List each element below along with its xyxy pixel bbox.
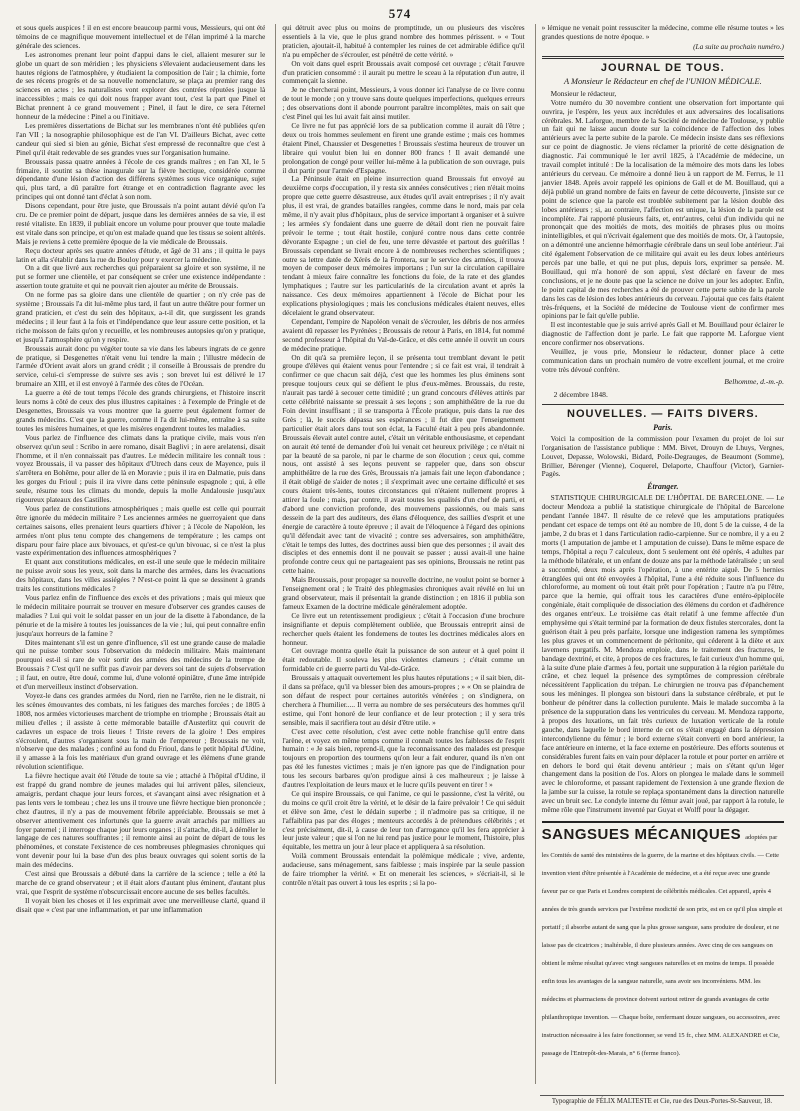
paragraph: qui détruit avec plus ou moins de promptitude, un ou plusieurs des viscères essentiels à la vie, que le plus grand nombre des hommes périssent. » « Tout praticien, ajoutait-il, habitué à contempler les ruines de cet admirable édifice qu'il n'a pu empêcher de s'écrouler, est pénétré de cette vérité. » [282, 24, 525, 59]
signature: Belhomme, d.-m.-p. [724, 376, 784, 386]
page-number: 574 [388, 6, 412, 21]
paragraph: Ce livre eut un retentissement prodigieux ; c'était à l'occasion d'une brochure insignifiante et depuis complètement oubliée, que Broussais entreprit ainsi de rechercher quels étaient les fondemens de toutes les doctrines médicales alors en honneur. [282, 610, 525, 647]
paragraph: Disons cependant, pour être juste, que Broussais n'a point autant dévié qu'on l'a cru. De ce premier point de départ, jusque dans les dernières années de sa vie, il est resté vitaliste. En 1839, il publiait encore un volume pour prouver que toute maladie est vitale dans son principe, et qu'on est malade quand que les tissus se soient altérés. Mais je reviens à cette première époque de la vie médicale de Broussais. [16, 201, 266, 246]
paragraph: Il est incontestable que je suis arrivé après Gall et M. Bouillaud pour éclairer le diagnostic de l'affection dont je parle. Le fait que rapporte M. Laforgue vient encore confirmer nos observations. [541, 320, 784, 348]
paragraph: Dites maintenant s'il est un genre d'influence, s'il est une grande cause de maladie qui ne puisse tomber sous l'observation du médecin militaire. Mais maintenant pourquoi est-il si rare de voir sortir des armées des médecins de la trempe de Broussais ? C'est qu'il ne suffit pas d'avoir par devers soi tant de sujets d'observation ; il faut, en outre, être doué, comme lui, d'une volonté opiniâtre, d'une âme intrépide et d'un merveilleux instinct d'observation. [16, 637, 266, 692]
paragraph: Cet ouvrage montra quelle était la puissance de son auteur et à quel point il était redoutable. Il souleva les plus violentes clameurs ; c'était comme un formidable cri de guerre parti du Val-de-Grâce. [282, 646, 525, 674]
paragraph: Broussais aurait donc pu végéter toute sa vie dans les labeurs ingrats de ce genre de pratique, si Desgenettes n'était venu lui tendre la main ; l'illustre médecin de l'armée d'Orient avait alors un grand crédit ; il conseille à Broussais de prendre du service, celui-ci s'empresse de suivre ses avis ; son brevet lui est délivré le 17 brumaire an XIII, et il est envoyé à l'armée des côtes de l'Océan. [16, 343, 266, 389]
paragraph: La guerre a été de tout temps l'école des grands chirurgiens, et l'histoire inscrit leurs noms à côté de ceux des plus illustres capitaines : à l'exemple de Pringle et de Desgenettes, Broussais va vous montrer que la guerre peut également former de grands médecins. C'est que la guerre, comme il l'a dit lui-même, entraîne à sa suite toutes les misères humaines, et que les misères engendrent toutes les maladies. [16, 388, 266, 433]
paragraph: Ce livre ne fut pas apprécié lors de sa publication comme il aurait dû l'être ; deux ou trois hommes seulement en firent une grande estime ; mais ces hommes étaient Pinel, Chaussier et Desgenettes ! Broussais s'estima heureux de trouver un libraire qui voulut bien lui en donner 800 francs ! Il avait demandé une prolongation de congé pour veiller lui-même à la publication de son ouvrage, puis il dut partir pour l'armée d'Espagne. [282, 120, 525, 175]
continuation-note: (La suite au prochain numéro.) [693, 41, 784, 51]
paragraph: On ne forme pas sa gloire dans une clientèle de quartier ; on n'y crée pas de système ; Broussais l'a dit lui-même plus tard, il faut un autre théâtre pour former un grand praticien, et c'est du sein des hôpitaux, a-t-il dit, que surgissent les grands médecins ; il leur faut à la fois et l'indépendance que leur assure cette position, et la riche moisson de faits qu'on y recueille, et les nombreuses autopsies qu'on y pratique, et jusqu'à l'atmosphère qu'on y respire. [16, 290, 266, 344]
paragraph: Vous parlez enfin de l'influence des excès et des privations ; mais qui mieux que le médecin militaire pourrait se trouver en mesure d'observer ces grandes causes de maladies ? Lui qui voit le soldat passer en un jour de la disette à l'abondance, de la pénurie et de la misère à toutes les jouissances de la vie ; lui, qui peut connaître enfin jusqu'aux horreurs de la famine ? [16, 593, 266, 638]
section-divider [542, 56, 784, 59]
ad-text: adoptées par les Comités de santé des ministères de la guerre, de la marine et des hôpitaux civils. — Cette invention vient d'être présentée à l'Académie de médecine, et a été reçue avec une grande faveur par ce que Paris et Londres comptent de célébrités médicales. Cet appareil, après 4 années de très grands services par l'extrême modicité de son prix, est en ce qu'il plus simple et portatif ; il absorbe autant de sang que la plus grosse sangsue, sans produire de douleur, et ne laisse pas de cicatrices ; inaltérable, il dure plusieurs années. Avec cinq de ces sangsues on obtient le même résultat qu'avec vingt sangsues naturelles et en moins de temps. Il possède enfin tous les avantages de la sangsue naturelle, sans avoir ses inconvéniens. MM. les médecins et pharmaciens de province doivent surtout retirer de grands avantages de cette philanthropique invention. — Chaque boîte, renfermant douze sangsues, ou accessoires, avec instruction nécessaire à les faire fonctionner, se vend 15 fr., chez MM. ALEXANDRE et Cie, passage de l'Entrepôt-des-Marais, n° 6 (ferme franco). [541, 833, 783, 1057]
paragraph: Voilà comment Broussais entendait la polémique médicale ; vive, ardente, audacieuse, sans ménagement, sans faiblesse ; mais inspirée par la seule passion de faire triompher la vérité. « Et on menerait les sciences, » s'écriait-il, si le contrôle n'était pas ouvert à tous les esprits ; si la po- [282, 851, 525, 887]
printer-imprint: Typographie de FÉLIX MALTESTE et Cie, rue des Deux-Portes-St-Sauveur, 18. [540, 1095, 784, 1105]
article-columns [16, 24, 784, 1084]
paragraph: C'est ainsi que Broussais a débuté dans la carrière de la science ; telle a été la marche de ce grand observateur ; et il était alors d'autant plus éminent, d'autant plus vrai, que l'esprit de système n'obscurcissait encore aucune de ses belles facultés. [16, 869, 266, 896]
paragraph: Il voyait bien les choses et il les exprimait avec une merveilleuse clarté, quand il disait que « c'est par une inflammation, et par une inflammation [16, 895, 266, 914]
paragraph: Broussais y attaquait ouvertement les plus hautes réputations ; « il sait bien, dit-il dans sa préface, qu'il va blesser bien des amours-propres ; » « On se plaindra de son défaut de respect pour certaines autorités vénérées ; on s'indignera, on cherchera à l'humilier..... Il verra au nombre de ses persécuteurs des hommes qu'il estime, qui l'ont honoré de leur confiance et de leur protection ; il y sera très sensible, mais il sacrifiera tout au désir d'être utile. » [282, 673, 525, 727]
paragraph: La Péninsule était en pleine insurrection quand Broussais fut envoyé au deuxième corps d'occupation, il y resta six années consécutives ; rien n'était moins propre que cette guerre désastreuse, aux études qu'il avait entreprises ; il n'y avait plus, il est vrai, de grandes batailles rangées, comme dans le nord, mais par cela même, il n'y avait plus d'hôpitaux, plus de service important à organiser et à suivre ; les armées s'y fondaient dans une guerre de détail dont rien ne pouvait faire prévoir le terme ; tout était hostile, conjuré contre nous dans cette contrée dévorante Espagne ; un ciel de feu, une terre dévastée et partout des guérillas ! Broussais cependant se livrait encore à de nombreuses recherches scientifiques ; outre sa lettre datée de Xérès de la Frontera, sur le service des armées, il trouva moyen de composer deux mémoires importans ; l'un sur la circulation capillaire tendant à mieux faire connaître les fonctions du foie, de la rate et des glandes lymphatiques ; l'autre sur les particularités de la circulation avant et après la naissance. Ces deux mémoires appartiennent à l'école de Bichat pour les explications physiologiques ; mais les conclusions médicales étaient neuves, elles décelaient le grand observateur. [282, 174, 525, 317]
paragraph: Ce qui inspire Broussais, ce qui l'anime, ce qui le passionne, c'est la vérité, ou du moins ce qu'il croit être la vérité, et le désir de la faire prévaloir ! Ce qui séduit et élève son âme, c'est le dédain superbe ; il n'admoire pas sa critique, il ne l'affaiblira pas par des éloges ; menteurs accordés à de prétendues célébrités ; et c'est précisément, dit-il, à cause de leur ton d'arrogance qu'il les fera apprécier à leur juste valeur ; que si l'on ne lui rend pas justice pour le moment, l'histoire, plus équitable, les mettra un jour à leur place et appliquera à sa résolution. [282, 788, 525, 852]
paragraph: C'est avec cette résolution, c'est avec cette noble franchise qu'il entre dans l'arène, et voyez en même temps comme il connaît toutes les faiblesses de l'esprit humain : « Je sais bien, reprend-il, que la reconnaissance des malades est presque toujours en proportion des tourmens qu'on leur a fait endurer, quand ils n'en ont pas été les funestes victimes ; mais je n'en ignore pas que de l'indignation pour tous les secours barbares qu'on prodigue ainsi à ces malheureux ; je laisse à d'autres l'exploitation de leurs maux et le lucre qu'ils peuvent en tirer ! » [282, 726, 525, 790]
paragraph: Vous parlez de constitutions atmosphériques ; mais quelle est celle qui pourrait être ignorée du médecin militaire ? Les anciennes armées ne guerroyaient que dans certaines saisons, elles prenaient leurs quartiers d'hiver ; à l'école de Napoléon, les armées n'ont plus tenu compte des changemens de température ; les camps ont disparu pour faire place aux bivouacs, et qu'est-ce qu'un bivouac, si ce n'est la plus vaste expérimentation des influences atmosphériques ? [16, 503, 266, 558]
paragraph: Les astronomes prenant leur point d'appui dans le ciel, allaient mesurer sur le globe un quart de son méridien ; les physiciens s'élevaient audacieusement dans les hautes régions de l'atmosphère, y étudiaient la composition de l'air ; la chimie, forte de ses récens progrès et de sa nouvelle nomenclature, se plaça au premier rang des sciences en actes ; les naturalistes vont explorer des contrées réputées jusque là inaccessibles ; mais ce qui doit nous frapper avant tout, c'est la part que Pinel et Bichat prennent à ce grand mouvement ; Pinel, il faut le dire, ce sera l'éternel honneur de la médecine : Pinel a ou l'initiave. [16, 49, 266, 122]
journal-subtitle: A Monsieur le Rédacteur en chef de l'UNION MÉDICALE. [563, 76, 762, 86]
paragraph: Et quant aux constitutions médicales, en est-il une seule que le médecin militaire ne puisse avoir sous les yeux, soit dans la marche des armées, dans les évacuations des hôpitaux, dans les villes assiégées ? N'est-ce point là que se dessinent à grands traits les constitutions médicales ? [16, 557, 266, 594]
letter-date: 2 décembre 1848. [553, 389, 608, 399]
column-right [535, 24, 784, 1084]
news-subheading-etranger: Étranger. [647, 482, 679, 492]
salutation: Monsieur le rédacteur, [550, 88, 617, 98]
paragraph: STATISTIQUE CHIRURGICALE DE L'HÔPITAL DE BARCELONE. — Le docteur Mendoza a publié la statistique chirurgicale de l'hôpital de Barcelone pendant l'année 1847. Il résulte de ce relevé que les amputations pratiquées pendant cet espace de temps ont été au nombre de 10, dont 5 de la cuisse, 4 de la jambe, 2 du bras et 1 dans l'articulation radio-carpienne. Sur ce nombre, il y a eu 2 morts (1 amputation de jambe et 1 amputation de cuisse). Dans le même espace de temps, l'hôpital a reçu 7 calculeux, dont 5 seulement ont été opérés, 4 adultes par la méthode bilatérale, et un enfant de douze ans par la méthode latéralisée ; un seul a succombé, deux mois après l'opération, à une entérite aiguë. De 5 hernies étranglées qui ont été envoyées à l'hôpital, l'une a été réduite sous l'influence du chloroforme, au moment où tout était prêt pour l'opération ; l'autre n'a pu l'être, parce que la hernie, qui offrait tous les caractères d'une entéro-épiplocèle congéniale, était compliquée de dissociation des élémens du cordon et d'adhérence des organes entr'eux. Le troisième cas était relatif à une femme affectée d'un emphysème qui s'était terminé par la formation de deux fistules stercorales, dont la guérison était à peu près parfaite, lorsque une indigestion ramena les symptômes les plus graves et un commencement de péritonite, qui céderent à la diète et aux lavemens purgatifs. M. Mendoza emploie, dans le traitement des fractures, le bandage dextriné, et cite, à propos de ces fractures, le fait curieux d'un homme qui, à la suite d'une plaie d'armes à feu, portait une suppuration à la région pariétale du crâne, et chez lequel la présence des symptômes de compression cérébrale nécessitèrent l'application du trépan. Le chirurgien ne trouva pas d'épanchement sous les méninges. Il plongea son bistouri dans la substance cérébrale, et put le bonheur de pénétrer dans la collection purulente. Mais le malade succomba à la présence de la suppuration dans les ventricules du cerveau. M. Mendoza rapporte, à propos des luxations, un fait très curieux de luxation verticale de la rotule gauche, dans laquelle le bord interne de cet os s'était engagé dans la dépression intercondylienne du fémur ; le bord externe s'était converti en bord antérieur, la face antérieure en interne, et la face externe en postérieure. Des efforts soutenus et considérables furent faits en vain pour déplacer la rotule et pour porter en arrière et en dehors le bord qui était devenu antérieur ; mais on s'étant qu'un léger changement dans la position de l'os. Alors on plongea le malade dans le sommeil avec le chloroforme, et passant rapidement de l'extension à une grande flexion de la jambe sur la cuisse, la rotule se replaça spontanément dans la direction naturelle avec un bruit sec. Le condyle interne du fémur avait joué, par rapport à la rotule, le même rôle que l'instrument inventé par Guyat et Wolff pour la dégager. [541, 493, 784, 815]
paragraph: Voici la composition de la commission pour l'examen du projet de loi sur l'organisation de l'assistance publique : MM. Bivet, Drouyn de Lhuys, Vergnes, Louvet, Depasse, Wolowski, Bidard, Poile-Degrauges, de Beaumont (Somme), Brillier, Bérenger (Vienne), Coquerel, Delaporte, Chauffour (Victor), Garnier-Pagès. [541, 433, 784, 479]
paragraph: Vous parlez de l'influence des climats dans la pratique civile, mais vous n'en observez qu'un seul : Scribo in aere romano, disait Baglivi ; in aere arelatensi, disait l'homme, et il n'en connaissait pas d'autres. Le médecin militaire les connaît tous : voyez Broussais, il va passer des hôpitaux d'Utrech dans ceux de Mayence, puis il s'arrêtera en Bohême, pour aller de là en Moravie ; puis il ira en Dalmatie, puis dans les gorges du Frioul ; puis il ira vivre dans cette péninsule espagnole ; qui, à elle seule, résume tous les climats du monde, depuis la molle Andalousie jusqu'aux rigoureux plateaux des Castilles. [16, 432, 266, 505]
column-middle [275, 24, 524, 1084]
paragraph: Voyez-le dans ces grandes armées du Nord, rien ne l'arrête, rien ne le distrait, ni les scènes émouvantes des combats, ni les fatigues des marches forcées ; de 1805 à 1808, nos armées victorieuses marchent de triomphe en triomphe ; Broussais était au milieu d'elles ; il assiste à cette mémorable bataille d'Austerlitz qui couvrit de cadavres un espace de trois lieues ! Triste revers de la gloire ! Des empires s'écroulent, d'autres s'organisent sous la main de l'empereur ; Broussais ne voit, n'observe que des malades ; confiné au fond du Frioul, dans le petit hôpital d'Udine, il y amasse à la fois les matériaux d'un grand ouvrage et les élémens d'une grande révolution scientifique. [16, 690, 266, 772]
paragraph: Les premières dissertations de Bichat sur les membranes n'ont été publiées qu'en l'an VII ; la nosographie philosophique est de l'an VI. D'ailleurs Bichat, avec cette candeur qui sied si bien au génie, Bichat s'est empressé de reconnaître que c'est à Pinel qu'il était redevable de ses grandes vues sur l'organisation humaine. [16, 120, 266, 157]
paragraph: Mais Broussais, pour propager sa nouvelle doctrine, ne voulut point se borner à l'enseignement oral ; le Traité des phlegmasies chroniques avait révélé en lui un grand observateur, mais il présentait la grande distinction ; en 1816 il publia son fameux Examen de la doctrine médicale généralement adoptée. [282, 575, 525, 611]
paragraph: Broussais passa quatre années à l'école de ces grands maîtres ; en l'an XI, le 5 frimaire, il soutint sa thèse inaugurale sur la fièvre hectique, considérée comme dépendante d'une lésion d'action des différens systèmes sous vice organique, sujet qui, plus tard, a dû paraître fort étrange et en contradiction flagrante avec les principes qui ont donné tant d'éclat à son nom. [16, 156, 266, 202]
journal-title: JOURNAL DE TOUS. [600, 61, 725, 74]
section-divider [542, 404, 784, 405]
paragraph: Je ne chercherai point, Messieurs, à vous donner ici l'analyse de ce livre connu de tout le monde ; on y trouve sans doute quelques imperfections, quelques erreurs ; des observations dont il abonde pourront paraître incomplètes, mais on sait que c'est Pinel qui les lui avait fait ainsi mutiler. [282, 85, 525, 122]
column-left [16, 24, 265, 1084]
paragraph: Reçu docteur après ses quatre années d'étude, et âgé de 31 ans ; il quitta le pays latin et alla s'établir dans la rue du Bouloy pour y exercer la médecine. [16, 245, 266, 264]
paragraph: Cependant, l'empire de Napoléon venait de s'écrouler, les débris de nos armées avaient dû repasser les Pyrénées ; Broussais de retour à Paris, en 1814, fut nommé second professeur à l'hôpital du Val-de-Grâce, et dès cette année il ouvrit un cours de médecine pratique. [282, 316, 525, 353]
paragraph: On voit dans quel esprit Broussais avait composé cet ouvrage ; c'était l'œuvre d'un praticien consommé : il aurait pu mettre le sceau à la réputation d'un autre, il commençait la sienne. [282, 58, 525, 86]
news-title: NOUVELLES. — FAITS DIVERS. [567, 407, 759, 420]
paragraph: et sous quels auspices ! il en est encore beaucoup parmi vous, Messieurs, qui ont été témoins de ce magnifique mouvement intellectuel et de l'élan imprimé à la marche générale des sciences. [16, 24, 266, 50]
ad-title: SANGSUES MÉCANIQUES [541, 825, 742, 843]
paragraph: Votre numéro du 30 novembre contient une observation fort importante qui ouvrira, je l'espère, les yeux aux incrédules et aux adversaires des localisations cérébrales. M. Laforgue, membre de la Société de médecine de Toulouse, y publie un fait qui ne laisse aucun doute sur la coïncidence de l'affection des lobes antérieurs avec la perte subite de la parole. Ce médecin insiste dans ses réflexions sur ce point de diagnostic. Je viens réclamer la priorité de cette désignation de diagnostic. J'ai communiqué le 1er avril 1825, à l'Académie de médecine, un travail complet intitulé : De la localisation de la mémoire des mots dans les lobes antérieurs du cerveau. Ce mémoire a donné lieu à un rapport de M. Ferrus, le 11 janvier 1848. Après avoir rappelé les opinions de Gall et de M. Bouillaud, qui a déjà publié un grand nombre de faits en faveur de cette découverte, j'insiste sur ce point de science que la parole est troublée subitement par la lésion double des lobes antérieurs ; si, au contraire, l'affection est unique, la lésion de la parole est incomplète. J'ai rapporté plusieurs faits, et, entr'autres, celui d'un individu qui ne prononçait que des moitiés de mots, des moitiés de phrases plus ou moins inintelligibles, et qui n'écrivait également que des moitiés de mots. Or, à l'autopsie, on a démontré une ancienne hémorrhagie cérébrale dans un seul lobe antérieur. J'ai cité également l'observation de ce militaire qui avait eu les deux lobes antérieurs percés par une balle, et qui ne put plus, depuis lors, exprimer sa pensée. M. Bouillaud, qui m'a honoré de son appui, s'est déclaré en faveur de mes conclusions, et je ne doute pas que la science ne doive un jour les adopter. Enfin, le point capital de mes recherches a été de prouver cette perte subite de la parole dans les cas de lésion des lobes antérieurs du cerveau. J'ajoutai que ces faits étaient très-fréquens, et la Société de médecine de Toulouse vient de confirmer mes opinions par le fait qu'elle publie. [541, 97, 784, 321]
paragraph: On dit qu'à sa première leçon, il se présenta tout tremblant devant le petit groupe d'élèves qui étaient venus pour l'entendre ; si ce fait est vrai, il tendrait à confirmer ce que chacun sait déjà, c'est que les hommes les plus éminens sont presque toujours ceux qui se défient le plus d'eux-mêmes. Broussais, du reste, n'aurait pas tardé à secouer cette timidité ; un grand concours d'élèves attirés par cette célébrité naissante se pressait à ses leçons ; son amphithéâtre de la rue du Foin devint insuffisant ; il se transporta à l'École pratique, puis dans la rue des Grès ; là, le succès dépassa ses espérances ; il fut dire que l'enseignement particulier était alors dans tout son éclat, la Faculté était à peu près abandonnée. Broussais élevait autel contre autel, c'était un véritable enthousiasme, et cependant on aurait été tenté de demander d'où lui venait cet heureux privilège ; ce n'était ni par la beauté de sa parole, ni par le charme de son élocution ; ceux qui, comme nous, ont assisté à ses leçons peuvent se rappeler que, dans son obscur amphithéâtre de la rue des Grès, Broussais n'a jamais fait une leçon d'abondance ; il était obligé de s'aider de notes ; il s'exprimait avec une certaine difficulté et ses cours étaient très-lents, toutes circonstances qui n'étaient nullement propres à attirer la foule ; mais, par contre, il avait toutes les qualités d'un chef de parti, et d'abord une conviction profonde, des mouvemens passionnés, ou mais sans dessein de la part des auditeurs, des élans d'éloquence, des saillies d'esprit et une énergie de caractère à toute épreuve ; il avait de l'éloquence à l'égard des opinions qu'il défendait avec tant de vivacité ; contre ses adversaires, son amphithéâtre, c'était le temps des luttes, des doctrines aussi bien que des personnes ; il avait des disciples et des ennemis dont il ne pouvait se passer ; aussi avait-il une haine profonde contre ceux qui ne partageaient pas ses opinions, Broussais ne retint pas cette haine. [282, 352, 525, 576]
paragraph: Veuillez, je vous prie, Monsieur le rédacteur, donner place à cette communication dans un prochain numéro de votre excellent journal, et me croire votre très dévoué confrère. [541, 347, 784, 374]
paragraph: On a dit que livré aux recherches qui préparaient sa gloire et son système, il ne put se former une clientèle, et par conséquent se créer une existence indépendante : assertion toute gratuite et qui ne pouvait rien ajouter au mérite de Broussais. [16, 263, 266, 291]
advertisement [542, 821, 784, 1060]
paragraph: La fièvre hectique avait été l'étude de toute sa vie ; attaché à l'hôpital d'Udine, il est frappé du grand nombre de jeunes malades qui lui arrivent pâles, silencieux, amaigris, perdant chaque jour leurs forces, et s'avançant ainsi avec résignation et à pas lents vers le tombeau ; chez les uns il trouve une fièvre hectique bien prononcée ; chez d'autres, il n'y a pas de mouvement fébrile appréciable. Broussais se met à observer attentivement ces infortunés que la guerre avait arrachés par milliers au foyer paternel ; il interroge chaque jour leurs organes ; il s'attache, dit-il, à démêler le langage de ces natures souffrantes ; il remonte ainsi au point de départ de tous les phénomènes, et constate l'existence de ces nombreuses phlegmasies chroniques qui vont devenir pour lui la base d'un des plus beaux ouvrages qui soient sortis de la main des médecins. [16, 771, 266, 870]
news-subheading-paris: Paris. [653, 422, 673, 432]
paragraph: » lémique ne venait point ressusciter la médecine, comme elle résume toutes » les grandes questions de notre époque. » [541, 24, 784, 41]
